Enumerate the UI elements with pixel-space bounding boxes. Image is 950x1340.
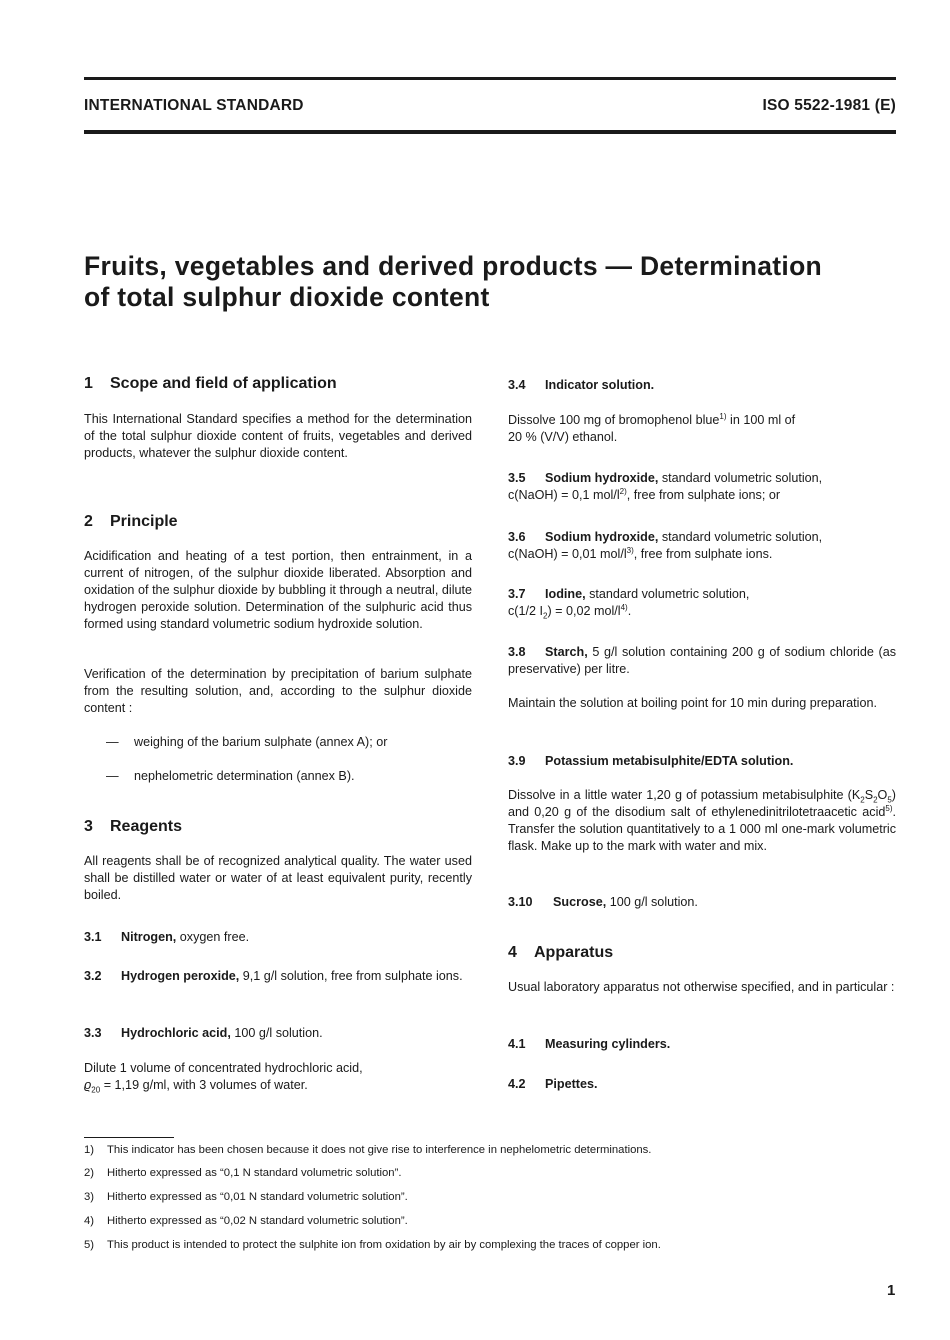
clause-number: 3.8	[508, 645, 526, 659]
section-2-paragraph-1: Acidification and heating of a test portion, then entrainment, in a current of nitrogen, of the sulphur dioxide liberated. Absorption and oxidation of the sulphur dioxide by bubbling it through a neutral, dilute hydrogen peroxide solution. Determination of the sulphuric acid thus formed using standard volumetric sodium hydroxide solution.	[84, 549, 472, 631]
reagent-3-8-direction: Maintain the solution at boiling point for 10 min during preparation.	[508, 696, 877, 710]
concentration-text: , free from sulphate ions.	[633, 547, 773, 561]
reagent-text: standard volumetric solution,	[585, 587, 750, 601]
clause-number: 3.2	[84, 969, 102, 983]
clause-number: 3.7	[508, 587, 526, 601]
footnote-3	[84, 1190, 408, 1204]
concentration-text: ) = 0,02 mol/l	[547, 604, 621, 618]
clause-number: 3.1	[84, 930, 102, 944]
reagent-name: Hydrochloric acid,	[121, 1026, 231, 1040]
footnote-1	[84, 1143, 651, 1157]
concentration-text: c(NaOH) = 0,01 mol/l	[508, 547, 627, 561]
running-head-left: INTERNATIONAL STANDARD	[84, 97, 304, 114]
direction-text: Dissolve in a little water 1,20 g of potassium metabisulphite (K	[508, 788, 861, 802]
reagent-text: 9,1 g/l solution, free from sulphate ions.	[239, 969, 463, 983]
footnote-4	[84, 1214, 408, 1228]
dash-marker: —	[106, 735, 119, 749]
clause-number: 3.5	[508, 471, 526, 485]
apparatus-4-2	[508, 1076, 896, 1093]
clause-number: 3.6	[508, 530, 526, 544]
footnote-number: 1)	[84, 1144, 95, 1156]
section-number: 3	[84, 818, 93, 835]
reagent-name: Hydrogen peroxide,	[121, 969, 240, 983]
footnote-5	[84, 1238, 661, 1252]
reagent-text: 100 g/l solution.	[230, 1026, 323, 1040]
reagent-3-7	[508, 586, 896, 603]
list-item-text: nephelometric determination (annex B).	[134, 769, 355, 783]
clause-number: 3.10	[508, 895, 533, 909]
apparatus-name: Pipettes.	[545, 1077, 598, 1091]
footnote-text: Hitherto expressed as “0,02 N standard volumetric solution”.	[107, 1215, 408, 1227]
list-item	[106, 734, 387, 751]
reagent-3-5	[508, 470, 896, 487]
reagent-name: Sucrose,	[553, 895, 607, 909]
reagent-3-9-direction	[508, 787, 896, 855]
concentration-text: c(1/2 I	[508, 604, 543, 618]
section-2-heading	[84, 513, 178, 530]
reagent-3-4-direction-1	[508, 412, 896, 429]
direction-text: in 100 ml of	[726, 413, 796, 427]
reagent-name: Sodium hydroxide,	[545, 471, 659, 485]
page-number: 1	[887, 1282, 896, 1299]
section-title: Scope and field of application	[110, 375, 337, 392]
section-3-body: All reagents shall be of recognized analytical quality. The water used shall be distilled water or water of at least equivalent purity, recently boiled.	[84, 854, 472, 902]
clause-number: 3.9	[508, 754, 526, 768]
header-top-rule	[84, 77, 896, 80]
reagent-3-3-direction-2	[84, 1077, 472, 1094]
reagent-3-6	[508, 529, 896, 546]
reagent-name: Iodine,	[545, 587, 586, 601]
reagent-name: Nitrogen,	[121, 930, 177, 944]
reagent-3-2	[84, 968, 472, 985]
footnote-text: This product is intended to protect the sulphite ion from oxidation by air by complexing the traces of copper ion.	[107, 1239, 661, 1251]
reagent-3-4	[508, 377, 896, 394]
section-4-body: Usual laboratory apparatus not otherwise specified, and in particular :	[508, 980, 895, 994]
clause-number: 4.1	[508, 1037, 526, 1051]
apparatus-name: Measuring cylinders.	[545, 1037, 671, 1051]
reagent-3-1	[84, 929, 472, 946]
subscript: 2	[873, 795, 878, 805]
reagent-3-10	[508, 894, 896, 911]
reagent-3-5-concentration	[508, 487, 896, 504]
reagent-text: standard volumetric solution,	[658, 530, 823, 544]
section-number: 4	[508, 944, 517, 961]
section-number: 2	[84, 513, 93, 530]
reagent-3-6-concentration	[508, 546, 896, 563]
title-line-1: Fruits, vegetables and derived products — Determination	[84, 251, 823, 281]
section-3-heading	[84, 818, 182, 835]
subscript: 2	[543, 611, 548, 621]
section-1-body: This International Standard specifies a method for the determination of the total sulphur dioxide content of fruits, vegetables and derived products, whatever the sulphur dioxide content.	[84, 412, 472, 460]
reagent-3-9	[508, 753, 896, 770]
concentration-text: .	[627, 604, 632, 618]
section-title: Reagents	[110, 818, 183, 835]
reagent-name: Sodium hydroxide,	[545, 530, 659, 544]
clause-number: 3.4	[508, 378, 526, 392]
section-2-paragraph-2: Verification of the determination by precipitation of barium sulphate from the resulting solution, and, according to the sulphur dioxide content :	[84, 667, 472, 715]
reagent-name: Indicator solution.	[545, 378, 655, 392]
footnote-text: Hitherto expressed as “0,01 N standard volumetric solution”.	[107, 1191, 408, 1203]
direction-text: S	[864, 788, 874, 802]
footnote-ref: 4)	[620, 602, 628, 612]
direction-text: = 1,19 g/ml, with 3 volumes of water.	[100, 1078, 308, 1092]
direction-text: ) and 0,20 g of the disodium salt of ethylenedinitrilotetraacetic acid	[508, 788, 896, 819]
clause-number: 3.3	[84, 1026, 102, 1040]
footnote-ref: 3)	[626, 545, 634, 555]
list-item-text: weighing of the barium sulphate (annex A); or	[134, 735, 388, 749]
title-line-2: of total sulphur dioxide content	[84, 282, 490, 312]
reagent-3-4-direction-2: 20 % (V/V) ethanol.	[508, 430, 618, 444]
clause-number: 4.2	[508, 1077, 526, 1091]
footnote-number: 2)	[84, 1167, 95, 1179]
concentration-text: c(NaOH) = 0,1 mol/l	[508, 488, 620, 502]
footnote-number: 5)	[84, 1239, 95, 1251]
rho-symbol: ϱ	[84, 1078, 92, 1092]
footnote-ref: 2)	[619, 486, 627, 496]
footnote-number: 4)	[84, 1215, 95, 1227]
header-bottom-rule	[84, 130, 896, 134]
running-head-right: ISO 5522-1981 (E)	[762, 97, 896, 114]
subscript: 5	[887, 795, 892, 805]
footnote-separator	[84, 1137, 174, 1138]
section-title: Principle	[110, 513, 178, 530]
footnote-text: Hitherto expressed as “0,1 N standard volumetric solution”.	[107, 1167, 402, 1179]
document-title	[84, 251, 904, 313]
footnote-number: 3)	[84, 1191, 95, 1203]
reagent-name: Potassium metabisulphite/EDTA solution.	[545, 754, 794, 768]
section-1-heading	[84, 375, 337, 392]
section-title: Apparatus	[534, 944, 614, 961]
direction-text: O	[877, 788, 888, 802]
section-4-heading	[508, 944, 613, 961]
reagent-name: Starch,	[545, 645, 588, 659]
footnote-text: This indicator has been chosen because it does not give rise to interference in nephelometric determinations.	[107, 1144, 652, 1156]
footnote-2	[84, 1166, 401, 1180]
apparatus-4-1	[508, 1036, 896, 1053]
reagent-3-7-concentration	[508, 603, 896, 620]
rho-subscript: 20	[91, 1085, 101, 1095]
reagent-text: oxygen free.	[176, 930, 250, 944]
reagent-3-3-direction-1: Dilute 1 volume of concentrated hydrochloric acid,	[84, 1061, 363, 1075]
concentration-text: , free from sulphate ions; or	[626, 488, 781, 502]
direction-text: . Transfer the solution quantitatively to a 1 000 ml one-mark volumetric flask. Make up to the mark with water and mix.	[508, 805, 896, 853]
reagent-text: standard volumetric solution,	[658, 471, 823, 485]
reagent-text: 5 g/l solution containing 200 g of sodium chloride (as preservative) per litre.	[508, 645, 896, 676]
subscript: 2	[860, 795, 865, 805]
dash-marker: —	[106, 769, 119, 783]
reagent-3-3	[84, 1025, 472, 1042]
footnote-ref: 1)	[719, 411, 727, 421]
direction-text: Dissolve 100 mg of bromophenol blue	[508, 413, 720, 427]
reagent-3-8	[508, 644, 896, 678]
reagent-text: 100 g/l solution.	[606, 895, 698, 909]
list-item	[106, 768, 355, 785]
footnote-ref: 5)	[885, 803, 893, 813]
section-number: 1	[84, 375, 93, 392]
